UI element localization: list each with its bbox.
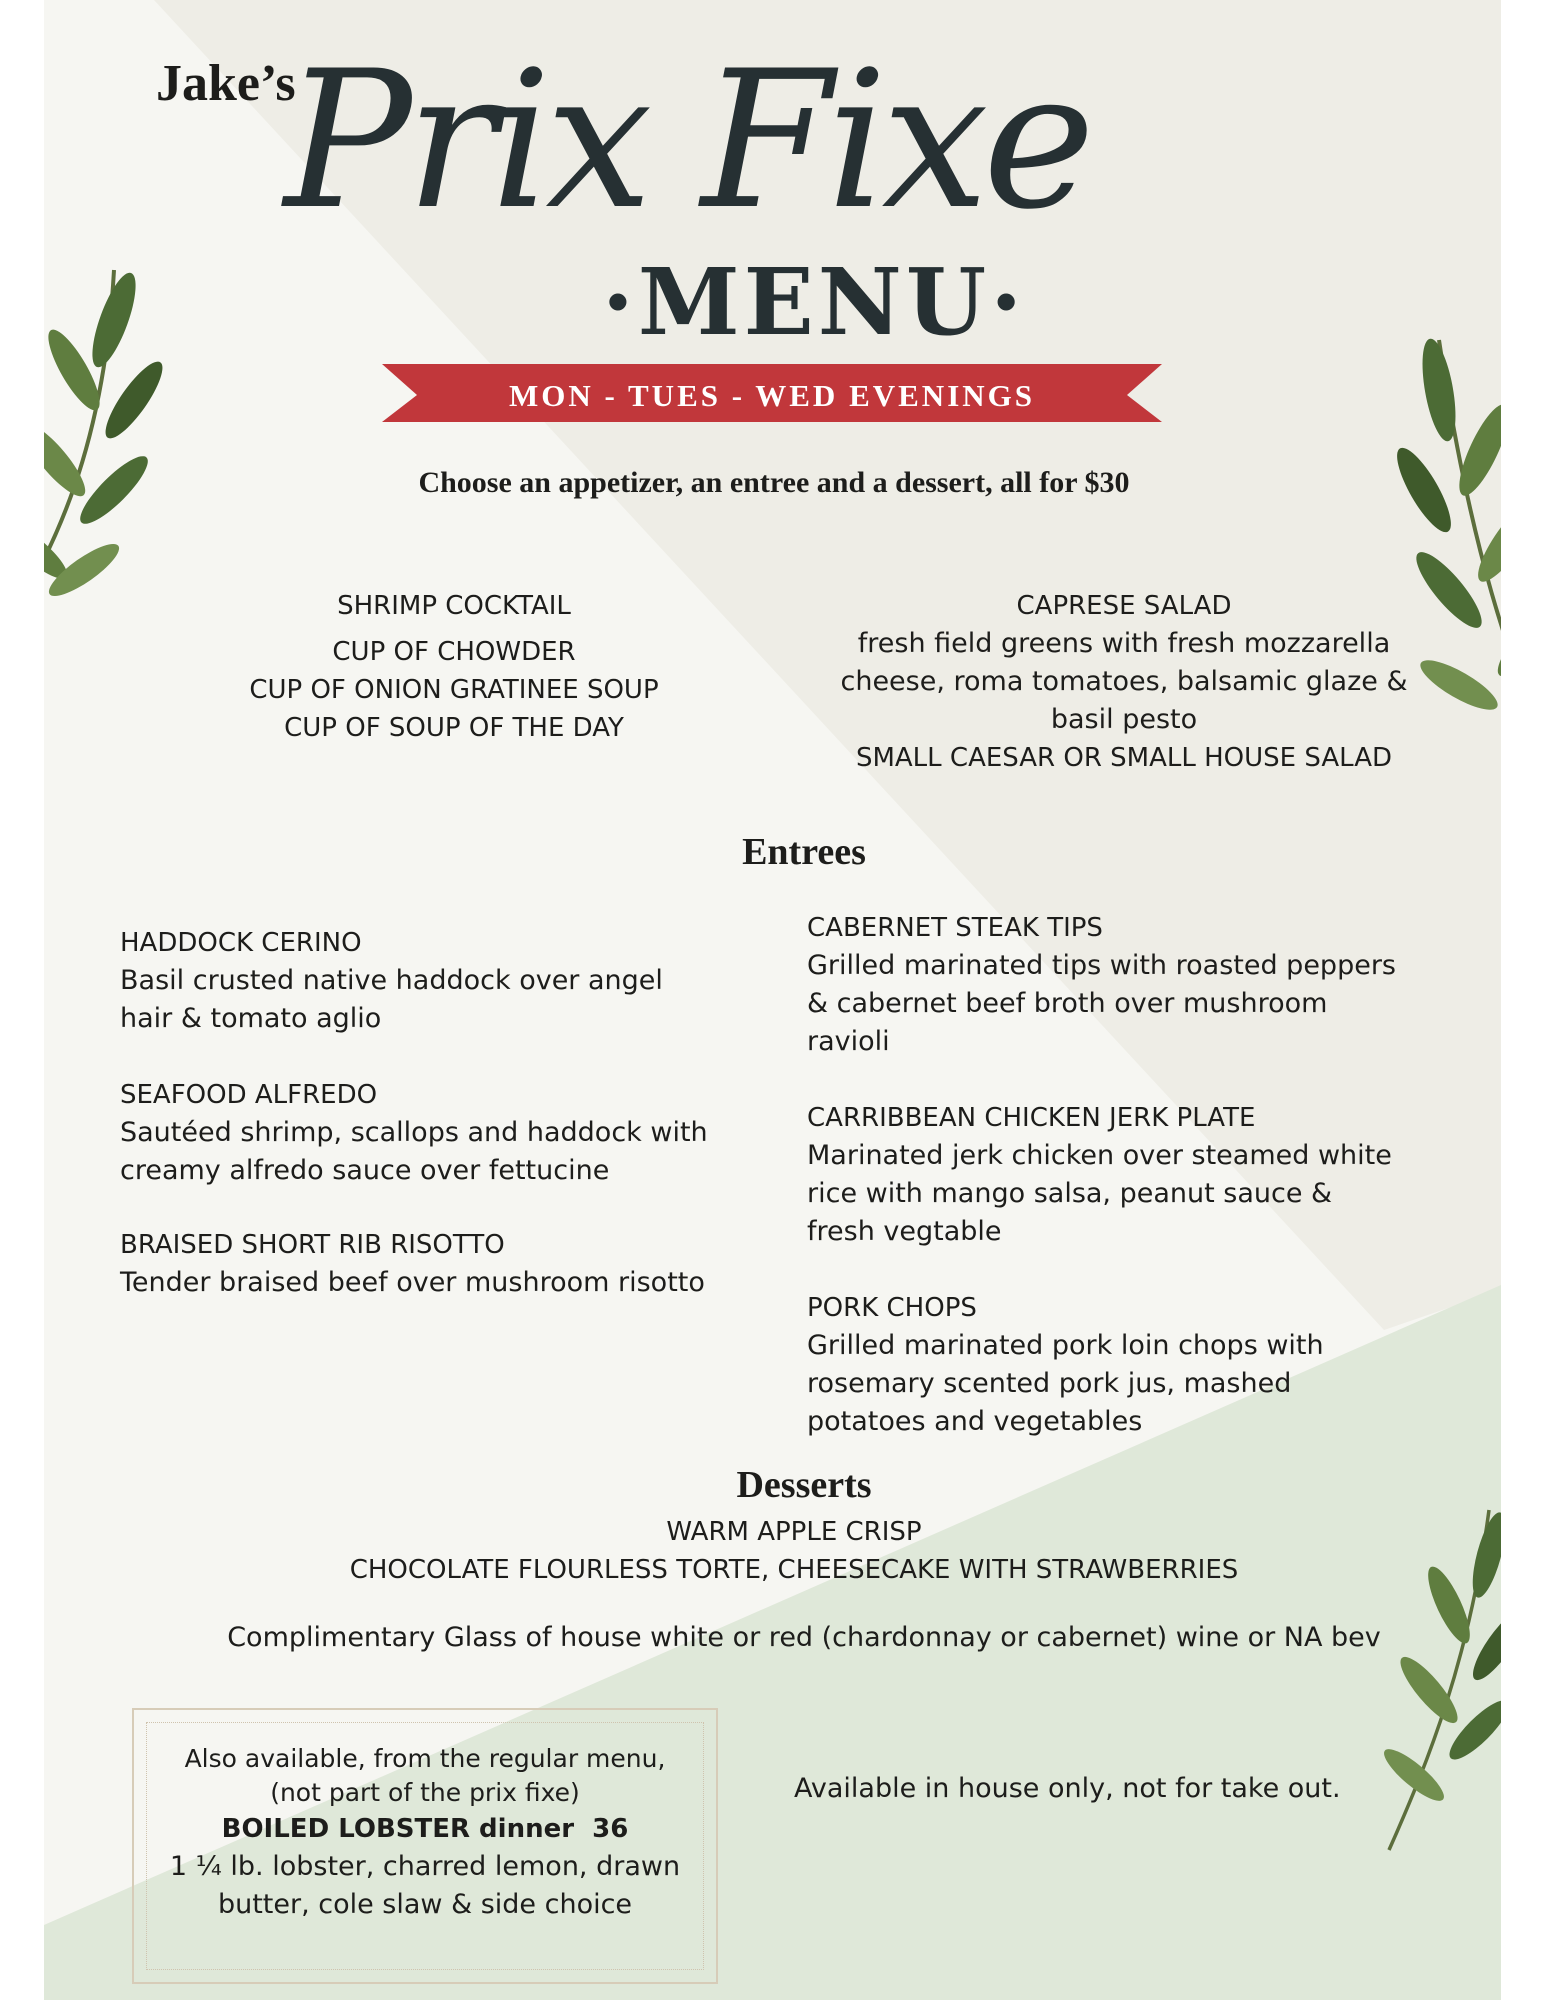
entree-desc: creamy alfredo sauce over fettucine (120, 1155, 610, 1186)
entree-desc: Grilled marinated pork loin chops with (807, 1330, 1324, 1361)
entree-item (120, 1076, 760, 1190)
appetizer-desc: cheese, roma tomatoes, balsamic glaze & (840, 666, 1408, 697)
desserts-heading: Desserts (736, 1464, 872, 1506)
entree-desc: hair & tomato aglio (120, 1003, 382, 1034)
entree-title: PORK CHOPS (807, 1293, 977, 1323)
entree-desc: Sautéed shrimp, scallops and haddock with (120, 1117, 708, 1148)
appetizer-desc: basil pesto (1050, 704, 1198, 735)
appetizer-item: CUP OF CHOWDER (332, 637, 576, 667)
entree-title: SEAFOOD ALFREDO (120, 1080, 378, 1110)
title-dot-left: · (601, 248, 638, 356)
appetizer-item: CUP OF ONION GRATINEE SOUP (249, 675, 659, 705)
entree-title: BRAISED SHORT RIB RISOTTO (120, 1230, 505, 1260)
entree-desc: rice with mango salsa, peanut sauce & (807, 1178, 1333, 1209)
entrees-heading: Entrees (742, 831, 866, 873)
appetizer-desc: fresh field greens with fresh mozzarella (857, 628, 1391, 659)
entree-item (120, 924, 760, 1038)
entree-item (807, 909, 1447, 1061)
tagline: Choose an appetizer, an entree and a dessert, all for $30 (418, 466, 1130, 499)
lobster-special-box (132, 1708, 718, 1984)
entree-desc: Grilled marinated tips with roasted peppers (807, 950, 1396, 981)
title-menu-word: MENU (637, 248, 991, 356)
banner-days: MON - TUES - WED EVENINGS (508, 378, 1035, 413)
dessert-item: CHOCOLATE FLOURLESS TORTE, CHEESECAKE WITH STRAWBERRIES (349, 1555, 1239, 1585)
availability-note: Available in house only, not for take out. (794, 1773, 1341, 1804)
desserts-list (244, 1513, 1344, 1589)
lobster-intro: (not part of the prix fixe) (270, 1778, 580, 1807)
title-menu (584, 248, 1044, 356)
entree-desc: Basil crusted native haddock over angel (120, 965, 663, 996)
entree-desc: Marinated jerk chicken over steamed white (807, 1140, 1392, 1171)
appetizer-item: SHRIMP COCKTAIL (337, 591, 571, 621)
entree-item (807, 1289, 1447, 1441)
entrees-right (807, 909, 1447, 1441)
entree-desc: Tender braised beef over mushroom risotto (120, 1267, 705, 1298)
entree-title: CABERNET STEAK TIPS (807, 913, 1103, 943)
lobster-desc: butter, cole slaw & side choice (217, 1889, 633, 1920)
lobster-text (134, 1742, 716, 1924)
entrees-left (120, 924, 760, 1302)
entree-desc: ravioli (807, 1026, 890, 1057)
lobster-highlight: BOILED LOBSTER dinner 36 (221, 1814, 629, 1844)
menu-page (44, 0, 1501, 2000)
appetizer-title: CAPRESE SALAD (1016, 591, 1232, 621)
lobster-intro: Also available, from the regular menu, (184, 1744, 666, 1773)
title-prix-fixe: Prix Fixe (284, 30, 1090, 251)
entree-desc: & cabernet beef broth over mushroom (807, 988, 1328, 1019)
appetizer-item: CUP OF SOUP OF THE DAY (284, 713, 624, 743)
entree-item (807, 1099, 1447, 1251)
appetizers-left (154, 587, 754, 747)
entree-desc: fresh vegtable (807, 1216, 1002, 1247)
olive-branch-icon (1369, 1500, 1501, 1860)
lobster-desc: 1 ¼ lb. lobster, charred lemon, drawn (169, 1851, 681, 1882)
entree-title: HADDOCK CERINO (120, 928, 362, 958)
appetizers-right (774, 587, 1474, 777)
entree-desc: potatoes and vegetables (807, 1406, 1143, 1437)
entree-desc: rosemary scented pork jus, mashed (807, 1368, 1292, 1399)
restaurant-name: Jake’s (156, 55, 296, 112)
wine-note: Complimentary Glass of house white or red (chardonnay or cabernet) wine or NA bev (227, 1622, 1381, 1653)
title-dot-right: · (990, 248, 1027, 356)
appetizer-item: SMALL CAESAR OR SMALL HOUSE SALAD (855, 743, 1393, 773)
dessert-item: WARM APPLE CRISP (666, 1517, 922, 1547)
entree-title: CARRIBBEAN CHICKEN JERK PLATE (807, 1103, 1256, 1133)
olive-branch-icon (44, 250, 194, 640)
entree-item (120, 1226, 760, 1302)
